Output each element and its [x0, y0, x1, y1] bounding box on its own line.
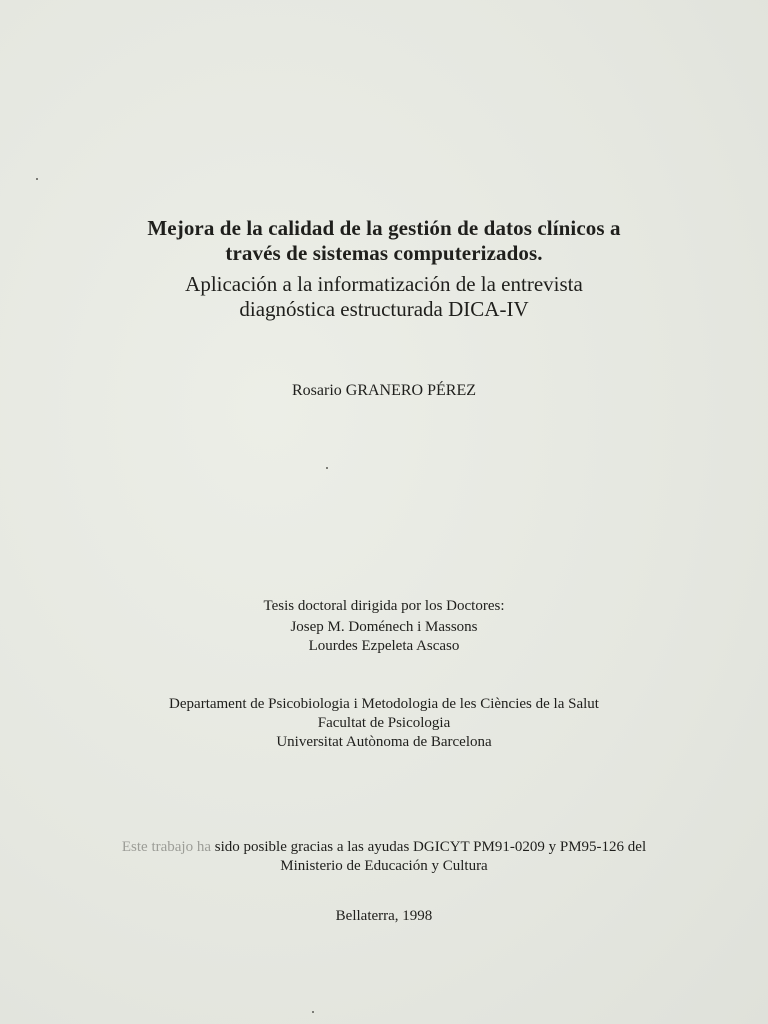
paper-speck — [326, 467, 328, 469]
author-name: Rosario GRANERO PÉREZ — [292, 382, 476, 399]
thesis-subtitle — [0, 272, 768, 322]
paper-speck — [36, 178, 38, 180]
funding-faded-text: Este trabajo ha — [121, 839, 212, 855]
funding-text: sido posible gracias a las ayudas DGICYT PM91-0209 y PM95-126 del — [211, 839, 647, 855]
thesis-title-line-2: través de sistemas computerizados. — [225, 241, 543, 265]
thesis-subtitle-line-1: Aplicación a la informatización de la entrevista — [185, 272, 583, 296]
thesis-subtitle-line-2: diagnóstica estructurada DICA-IV — [239, 297, 529, 321]
funding-line-2: Ministerio de Educación y Cultura — [280, 858, 488, 874]
director-1: Josep M. Doménech i Massons — [290, 619, 478, 635]
paper-speck — [312, 1011, 314, 1013]
director-2: Lourdes Ezpeleta Ascaso — [308, 638, 460, 654]
thesis-direction — [0, 597, 768, 656]
funding-note — [0, 838, 768, 876]
faculty-name: Facultat de Psicologia — [317, 715, 451, 731]
department-name: Departament de Psicobiologia i Metodologia de les Ciències de la Salut — [169, 696, 599, 712]
place-date: Bellaterra, 1998 — [335, 908, 433, 924]
thesis-title-line-1: Mejora de la calidad de la gestión de datos clínicos a — [147, 216, 621, 240]
funding-line-1 — [0, 838, 768, 857]
thesis-title — [0, 216, 768, 266]
direction-intro: Tesis doctoral dirigida por los Doctores: — [263, 598, 505, 614]
institution-block — [0, 695, 768, 752]
university-name: Universitat Autònoma de Barcelona — [276, 734, 492, 750]
